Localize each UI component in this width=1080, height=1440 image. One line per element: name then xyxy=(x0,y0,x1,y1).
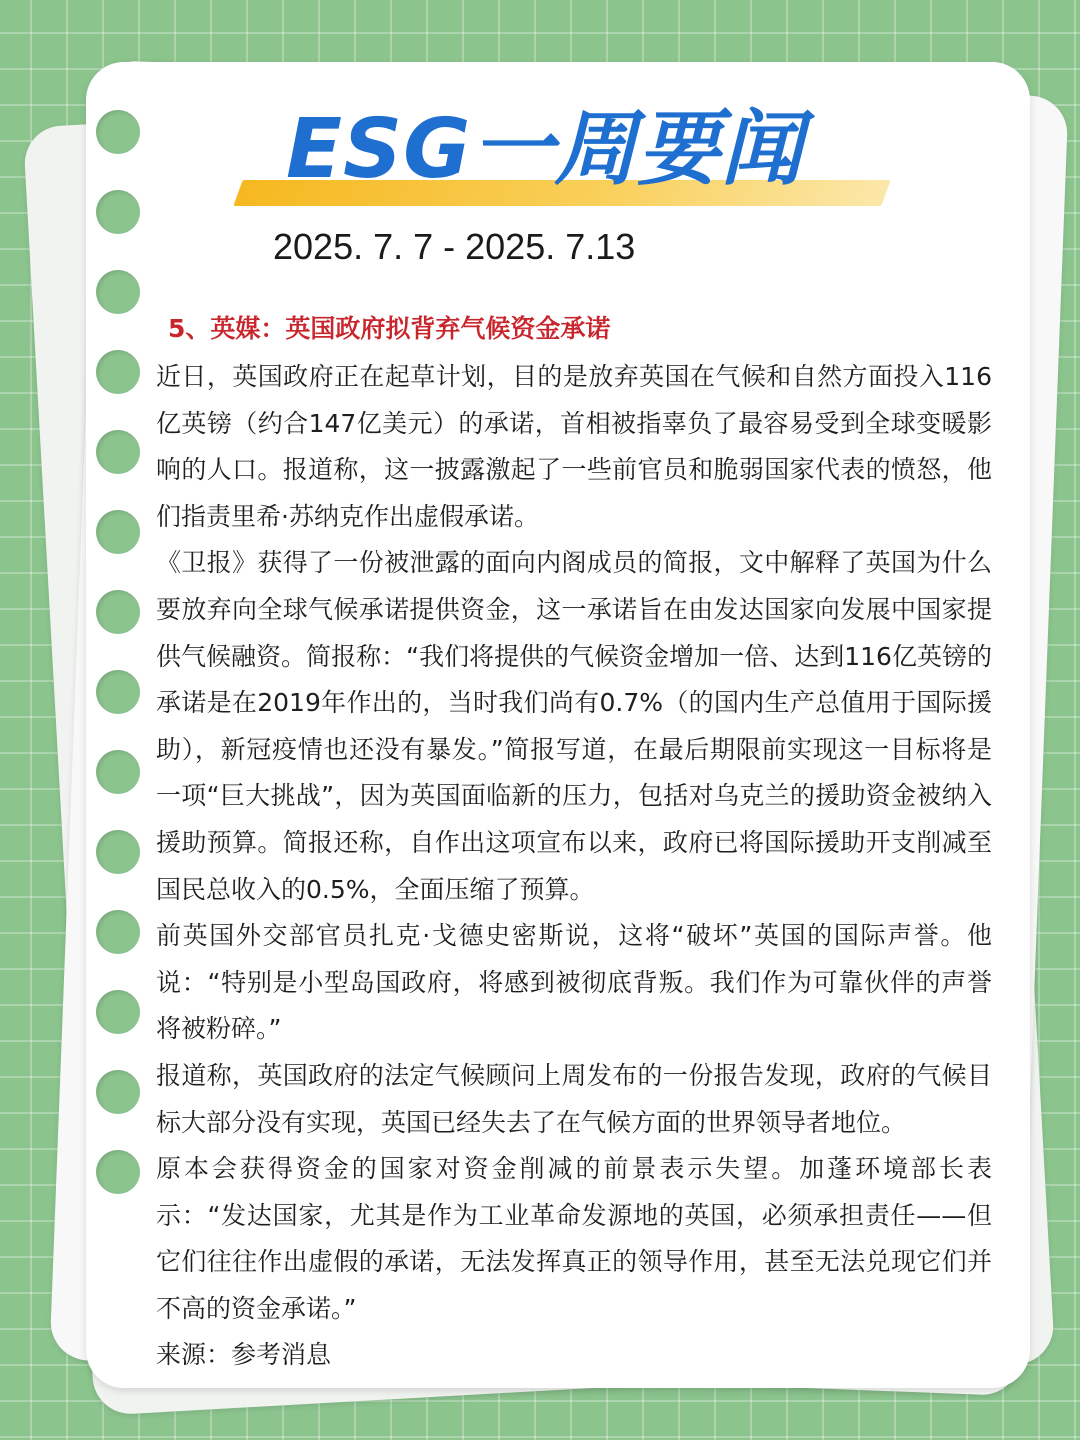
article-paragraph: 报道称，英国政府的法定气候顾问上周发布的一份报告发现，政府的气候目标大部分没有实现，英国已经失去了在气候方面的世界领导者地位。 xyxy=(156,1060,992,1137)
binder-hole xyxy=(96,510,140,554)
binder-hole xyxy=(96,110,140,154)
binder-hole xyxy=(96,670,140,714)
binder-hole xyxy=(96,990,140,1034)
binder-hole xyxy=(96,750,140,794)
title-block xyxy=(230,98,890,218)
binder-hole xyxy=(96,190,140,234)
article-paragraph: 近日，英国政府正在起草计划，目的是放弃英国在气候和自然方面投入116亿英镑（约合147亿美元）的承诺，首相被指辜负了最容易受到全球变暖影响的人口。报道称，这一披露激起了一些前官员和脆弱国家代表的愤怒，他们指责里希·苏纳克作出虚假承诺。 xyxy=(156,362,992,531)
article-paragraph: 《卫报》获得了一份被泄露的面向内阁成员的简报，文中解释了英国为什么要放弃向全球气候承诺提供资金，这一承诺旨在由发达国家向发展中国家提供气候融资。简报称：“我们将提供的气候资金增加一倍、达到116亿英镑的承诺是在2019年作出的，当时我们尚有0.7%（的国内生产总值用于国际援助），新冠疫情也还没有暴发。”简报写道，在最后期限前实现这一目标将是一项“巨大挑战”，因为英国面临新的压力，包括对乌克兰的援助资金被纳入援助预算。简报还称，自作出这项宣布以来，政府已将国际援助开支削减至国民总收入的0.5%，全面压缩了预算。 xyxy=(156,548,992,904)
binder-hole xyxy=(96,590,140,634)
binder-hole xyxy=(96,430,140,474)
article xyxy=(156,306,992,1379)
article-headline: 5、英媒：英国政府拟背弃气候资金承诺 xyxy=(168,314,611,343)
date-range: 2025. 7. 7 - 2025. 7.13 xyxy=(273,226,636,267)
article-source: 来源：参考消息 xyxy=(156,1340,332,1370)
binder-hole xyxy=(96,830,140,874)
page-title: ESG一周要闻 xyxy=(286,102,804,197)
binder-hole xyxy=(96,350,140,394)
article-paragraph: 前英国外交部官员扎克·戈德史密斯说，这将“破坏”英国的国际声誉。他说：“特别是小型岛国政府，将感到被彻底背叛。我们作为可靠伙伴的声誉将被粉碎。” xyxy=(156,921,992,1044)
binder-hole xyxy=(96,910,140,954)
binder-hole xyxy=(96,270,140,314)
binder-hole xyxy=(96,1150,140,1194)
binder-hole xyxy=(96,1070,140,1114)
article-paragraph: 原本会获得资金的国家对资金削减的前景表示失望。加蓬环境部长表示：“发达国家，尤其是作为工业革命发源地的英国，必须承担责任——但它们往往作出虚假的承诺，无法发挥真正的领导作用，甚至无法兑现它们并不高的资金承诺。” xyxy=(156,1154,992,1323)
